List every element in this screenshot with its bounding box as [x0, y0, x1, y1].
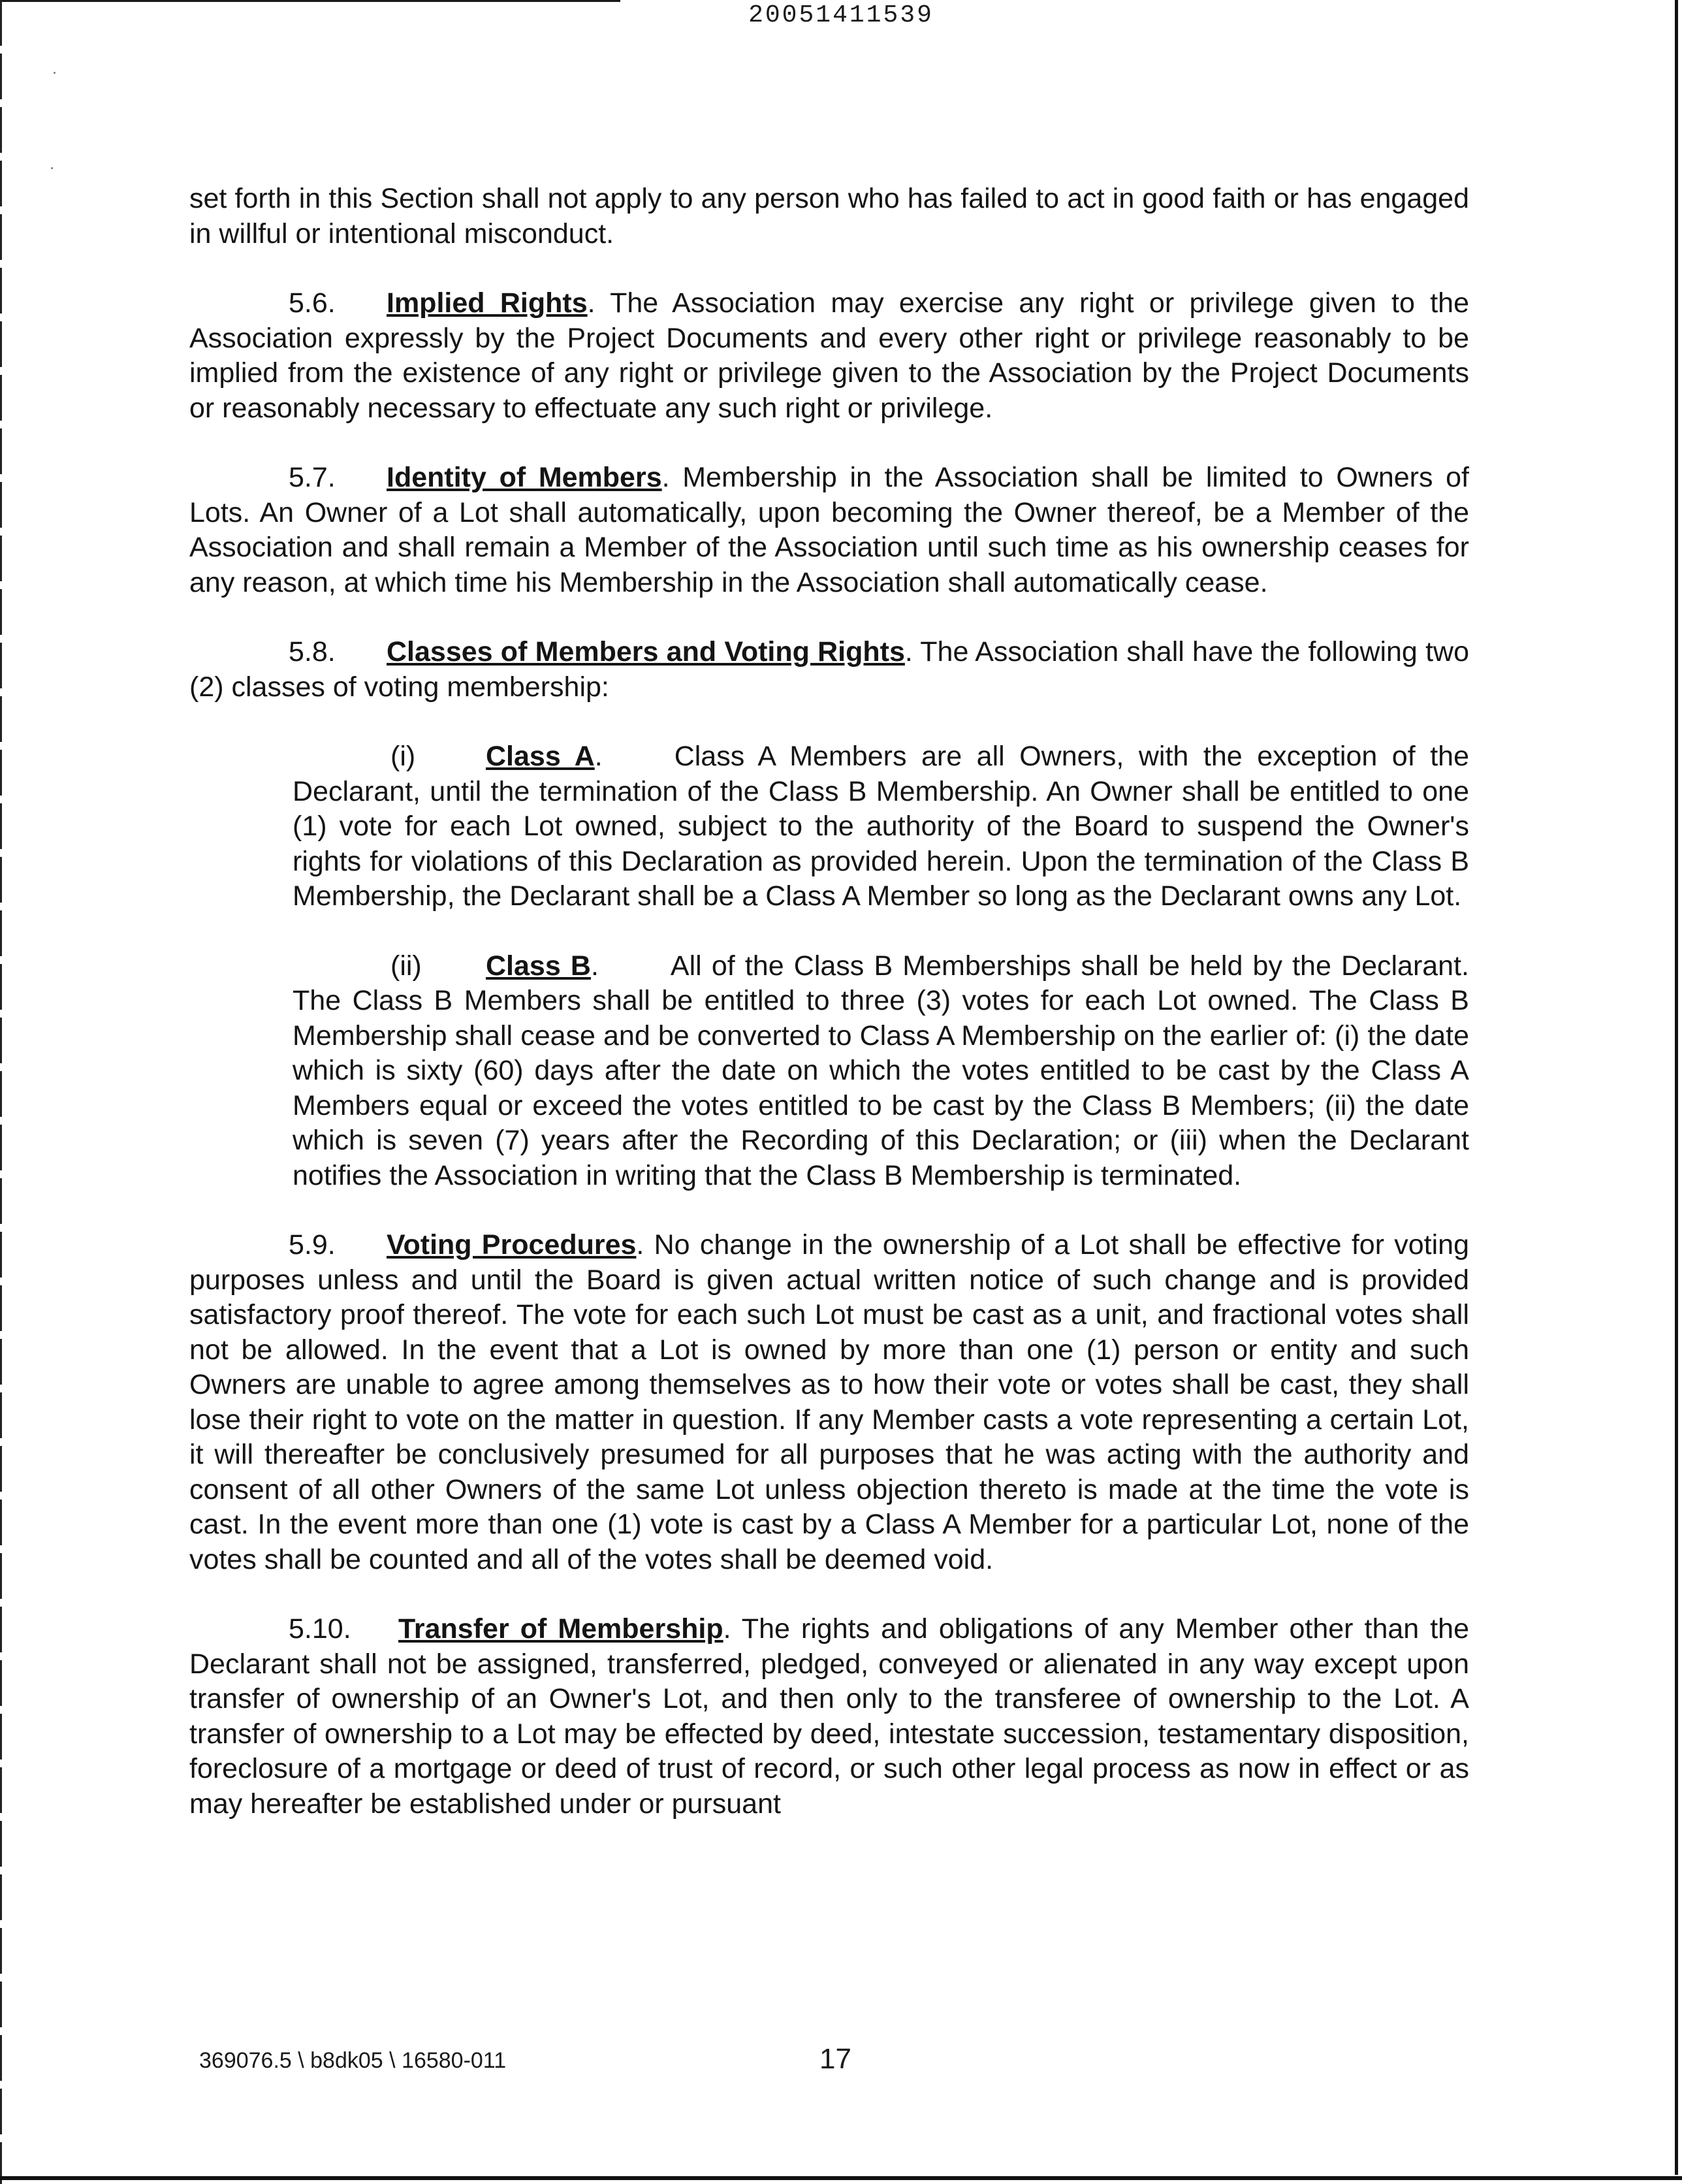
section-text: . The rights and obligations of any Member other than the Declarant shall not be assigned, transferred, pledged, conveyed or alienated in any way except upon transfer of ownership of an Owner's Lot, and then only to the transferee of ownership to the Lot. A transfer of ownership to a Lot may be effected by deed, intestate succession, testamentary disposition, foreclosure of a mortgage or deed of trust of record, or such other legal process as now in effect or as may hereafter be established under or pursuant	[189, 1613, 1469, 1820]
section-text: . No change in the ownership of a Lot shall be effective for voting purposes unless and until the Board is given actual written notice of such change and is provided satisfactory proof thereof. The vote for each such Lot must be cast as a unit, and fractional votes shall not be allowed. In the event that a Lot is owned by more than one (1) person or entity and such Owners are unable to agree among themselves as to how their vote or votes shall be cast, they shall lose their right to vote on the matter in question. If any Member casts a vote representing a certain Lot, it will thereafter be conclusively presumed for all purposes that he was acting with the authority and consent of all other Owners of the same Lot unless objection thereto is made at the time the vote is cast. In the event more than one (1) vote is cast by a Class A Member for a particular Lot, none of the votes shall be counted and all of the votes shall be deemed void.	[189, 1229, 1470, 1575]
section-number: 5.9.	[289, 1229, 336, 1261]
scan-bottom-edge	[0, 2176, 1682, 2180]
section-number: 5.6.	[289, 287, 336, 319]
subsection-text: Class A Members are all Owners, with the exception of the Declarant, until the termination of the Class B Membership. An Owner shall be entitled to one (1) vote for each Lot owned, subject to the authority of the Board to suspend the Owner's rights for violations of this Declaration as provided herein. Upon the termination of the Class B Membership, the Declarant shall be a Class A Member so long as the Declarant owns any Lot.	[293, 741, 1469, 912]
section-5-8	[189, 635, 1469, 705]
section-heading: Implied Rights	[387, 287, 588, 319]
section-heading: Classes of Members and Voting Rights	[387, 636, 905, 667]
section-heading: Identity of Members	[387, 462, 662, 493]
footer-reference: 369076.5 \ b8dk05 \ 16580-011	[199, 2048, 507, 2073]
scan-speck	[51, 167, 53, 169]
subsection-number: (ii)	[390, 950, 422, 982]
subsection-number: (i)	[390, 741, 416, 772]
section-number: 5.8.	[289, 636, 336, 667]
section-text: . The Association shall have the following two (2) classes of voting membership:	[189, 636, 1469, 703]
subsection-heading: Class B	[486, 950, 591, 982]
section-5-7	[189, 460, 1469, 600]
section-number: 5.10.	[289, 1613, 351, 1645]
subsection-dot: .	[594, 741, 603, 772]
scan-left-edge	[0, 0, 2, 2184]
scan-right-edge	[1675, 0, 1678, 2175]
paragraph-text: set forth in this Section shall not apply to any person who has failed to act in good faith or has engaged in willful or intentional misconduct.	[189, 183, 1469, 249]
subsection-class-b	[293, 949, 1469, 1194]
subsection-dot: .	[590, 950, 599, 982]
subsection-class-a	[293, 739, 1469, 914]
section-number: 5.7.	[289, 462, 336, 493]
section-text: . The Association may exercise any right or privilege given to the Association expressly by the Project Documents and every other right or privilege reasonably to be implied from the existence of any right or privilege given to the Association by the Project Documents or reasonably necessary to effectuate any such right or privilege.	[189, 287, 1469, 424]
page-number: 17	[819, 2043, 851, 2075]
scan-speck	[54, 72, 56, 74]
section-5-6	[189, 286, 1469, 426]
section-5-10	[189, 1612, 1469, 1822]
subsection-text: All of the Class B Memberships shall be held by the Declarant. The Class B Members shall be entitled to three (3) votes for each Lot owned. The Class B Membership shall cease and be converted to Class A Membership on the earlier of: (i) the date which is sixty (60) days after the date on which the votes entitled to be cast by the Class A Members equal or exceed the votes entitled to be cast by the Class B Members; (ii) the date which is seven (7) years after the Recording of this Declaration; or (iii) when the Declarant notifies the Association in writing that the Class B Membership is terminated.	[293, 950, 1469, 1191]
document-body	[189, 182, 1469, 1822]
section-text: . Membership in the Association shall be limited to Owners of Lots. An Owner of a Lot shall automatically, upon becoming the Owner thereof, be a Member of the Association and shall remain a Member of the Association until such time as his ownership ceases for any reason, at which time his Membership in the Association shall automatically cease.	[189, 462, 1470, 598]
subsection-heading: Class A	[486, 741, 595, 772]
paragraph-continuation	[189, 182, 1469, 251]
section-heading: Voting Procedures	[387, 1229, 637, 1261]
section-heading: Transfer of Membership	[398, 1613, 723, 1645]
document-number: 20051411539	[748, 1, 934, 29]
section-5-9	[189, 1228, 1469, 1577]
